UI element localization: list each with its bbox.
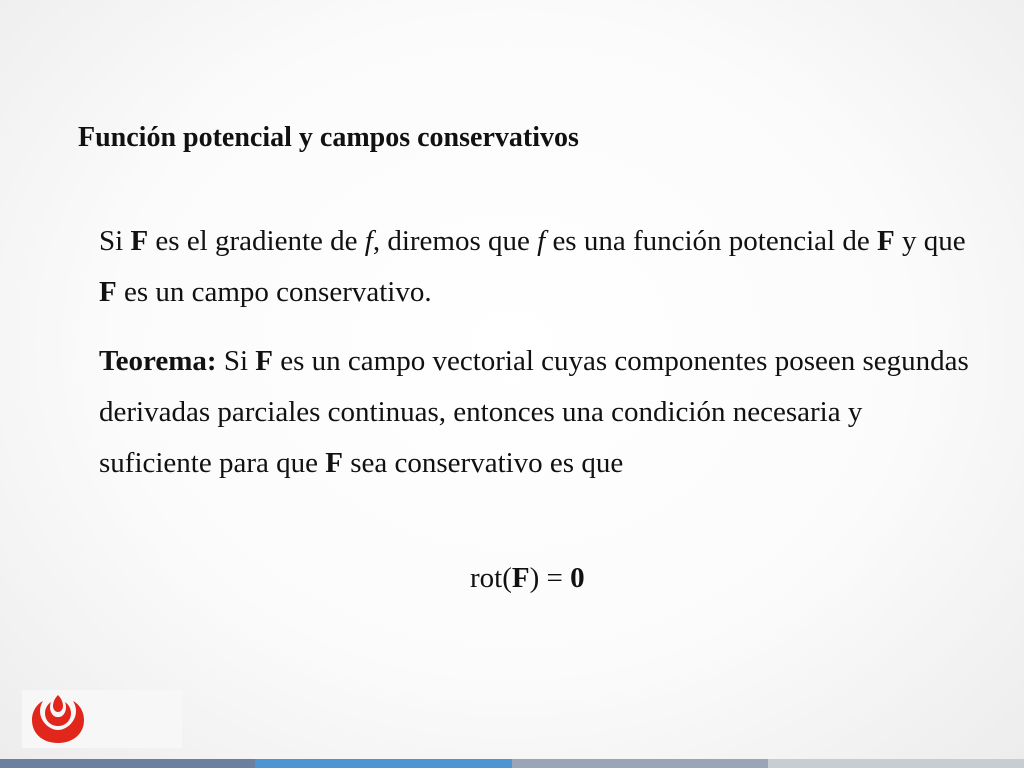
vector-symbol: F — [876, 225, 895, 257]
text: Si — [99, 225, 131, 257]
footer-bar-segment — [768, 759, 1024, 768]
slide-title: Función potencial y campos conservativos — [78, 122, 579, 153]
footer-color-bar — [0, 759, 1024, 768]
theorem-label: Teorema: — [99, 345, 217, 377]
text: es un campo vectorial cuyas componentes poseen segundas derivadas parciales continuas, entonces una condición necesaria y suficiente para que — [99, 345, 969, 479]
theorem-paragraph — [99, 336, 979, 489]
text: sea conservativo es que — [342, 447, 624, 479]
function-symbol: f — [364, 225, 373, 257]
vector-symbol: F — [255, 345, 273, 377]
curl-formula — [470, 562, 585, 595]
text: Si — [216, 345, 256, 377]
zero-vector: 0 — [570, 562, 585, 594]
footer-bar-segment — [255, 759, 512, 768]
vector-symbol: F — [325, 447, 343, 479]
text: es un campo conservativo. — [116, 276, 432, 308]
upc-logo-icon — [28, 693, 88, 745]
text: es una función potencial de — [545, 225, 877, 257]
text: ) = — [529, 562, 571, 594]
footer-bar-segment — [0, 759, 255, 768]
text: es el gradiente de — [148, 225, 365, 257]
definition-paragraph — [99, 216, 979, 318]
vector-symbol: F — [99, 276, 117, 308]
vector-symbol: F — [130, 225, 149, 257]
vector-symbol: F — [511, 562, 530, 594]
text: , diremos que — [372, 225, 538, 257]
footer-bar-segment — [512, 759, 768, 768]
text: y que — [894, 225, 966, 257]
function-symbol: f — [537, 225, 546, 257]
text: rot( — [470, 562, 512, 594]
